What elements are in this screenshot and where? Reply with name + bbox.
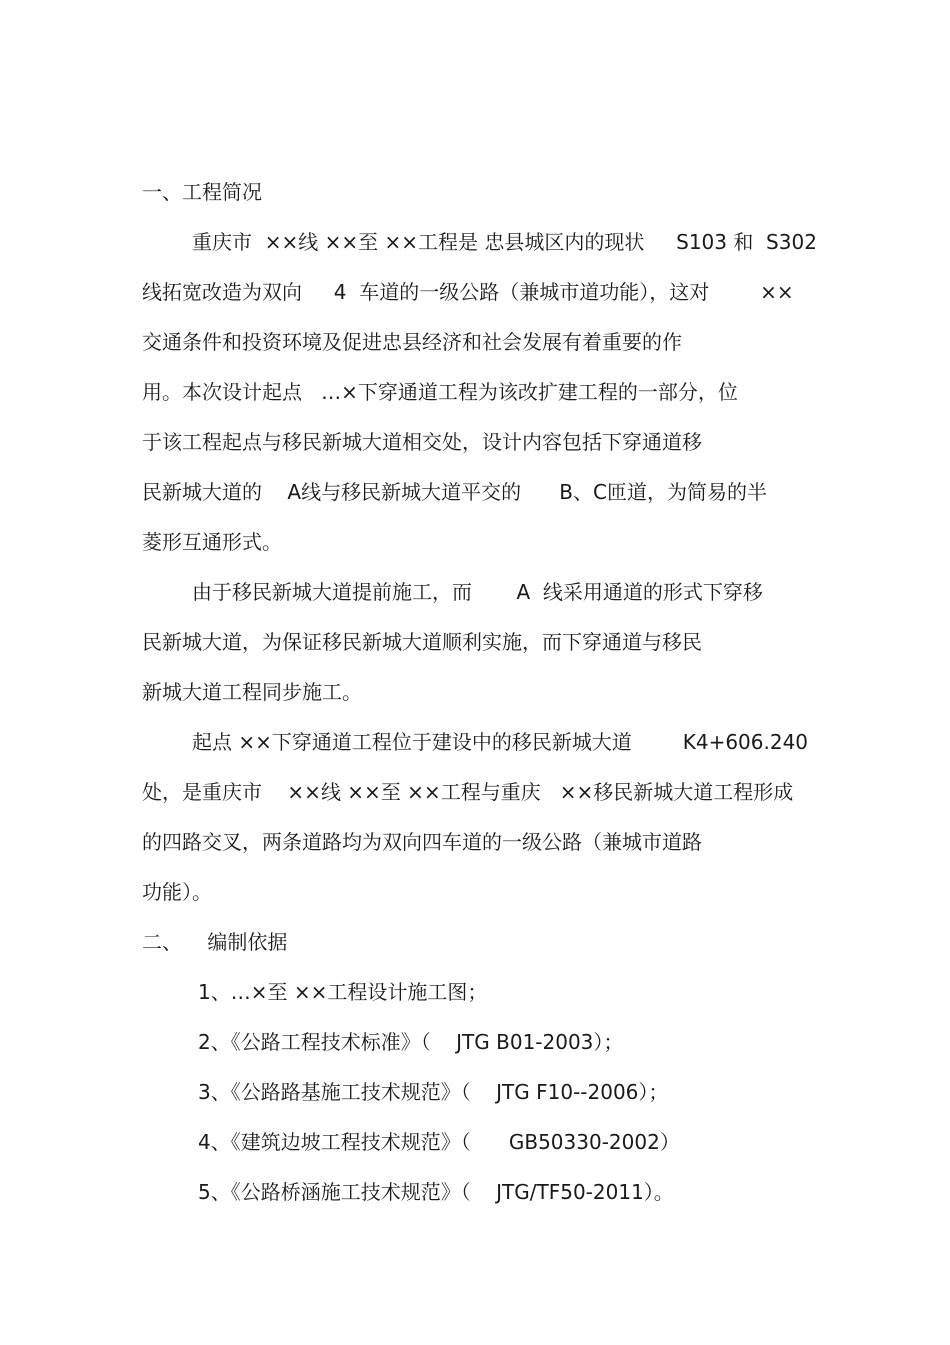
paragraph-line: 交通条件和投资环境及促进忠县经济和社会发展有着重要的作 <box>142 330 682 354</box>
paragraph-line: 新城大道工程同步施工。 <box>142 680 362 704</box>
paragraph-line: 功能）。 <box>142 880 212 904</box>
reference-item: 5、《公路桥涵施工技术规范》（ JTG/TF50-2011）。 <box>198 1180 674 1204</box>
paragraph-line: 用。本次设计起点 …×下穿通道工程为该改扩建工程的一部分，位 <box>142 380 738 404</box>
paragraph-line: 线拓宽改造为双向 4 车道的一级公路（兼城市道功能），这对 ×× <box>142 280 794 304</box>
paragraph-line: 于该工程起点与移民新城大道相交处，设计内容包括下穿通道移 <box>142 430 702 454</box>
paragraph-line: 的四路交叉，两条道路均为双向四车道的一级公路（兼城市道路 <box>142 830 702 854</box>
paragraph-line: 菱形互通形式。 <box>142 530 282 554</box>
paragraph-line: 民新城大道，为保证移民新城大道顺利实施，而下穿通道与移民 <box>142 630 702 654</box>
reference-item: 2、《公路工程技术标准》（ JTG B01-2003）； <box>198 1030 624 1054</box>
reference-item: 4、《建筑边坡工程技术规范》（ GB50330-2002） <box>198 1130 680 1154</box>
reference-item: 3、《公路路基施工技术规范》（ JTG F10--2006）； <box>198 1080 669 1104</box>
paragraph-line: 由于移民新城大道提前施工，而 A 线采用通道的形式下穿移 <box>192 580 763 604</box>
paragraph-line: 民新城大道的 A线与移民新城大道平交的 B、C匝道，为简易的半 <box>142 480 767 504</box>
reference-item: 1、…×至 ××工程设计施工图； <box>198 980 488 1004</box>
paragraph-line: 起点 ××下穿通道工程位于建设中的移民新城大道 K4+606.240 <box>192 730 809 754</box>
section-1-heading: 一、工程简况 <box>142 180 262 204</box>
paragraph-line: 处，是重庆市 ××线 ××至 ××工程与重庆 ××移民新城大道工程形成 <box>142 780 794 804</box>
paragraph-line: 重庆市 ××线 ××至 ××工程是 忠县城区内的现状 S103 和 S302 <box>192 230 817 254</box>
section-2-heading: 二、 编制依据 <box>142 930 288 954</box>
